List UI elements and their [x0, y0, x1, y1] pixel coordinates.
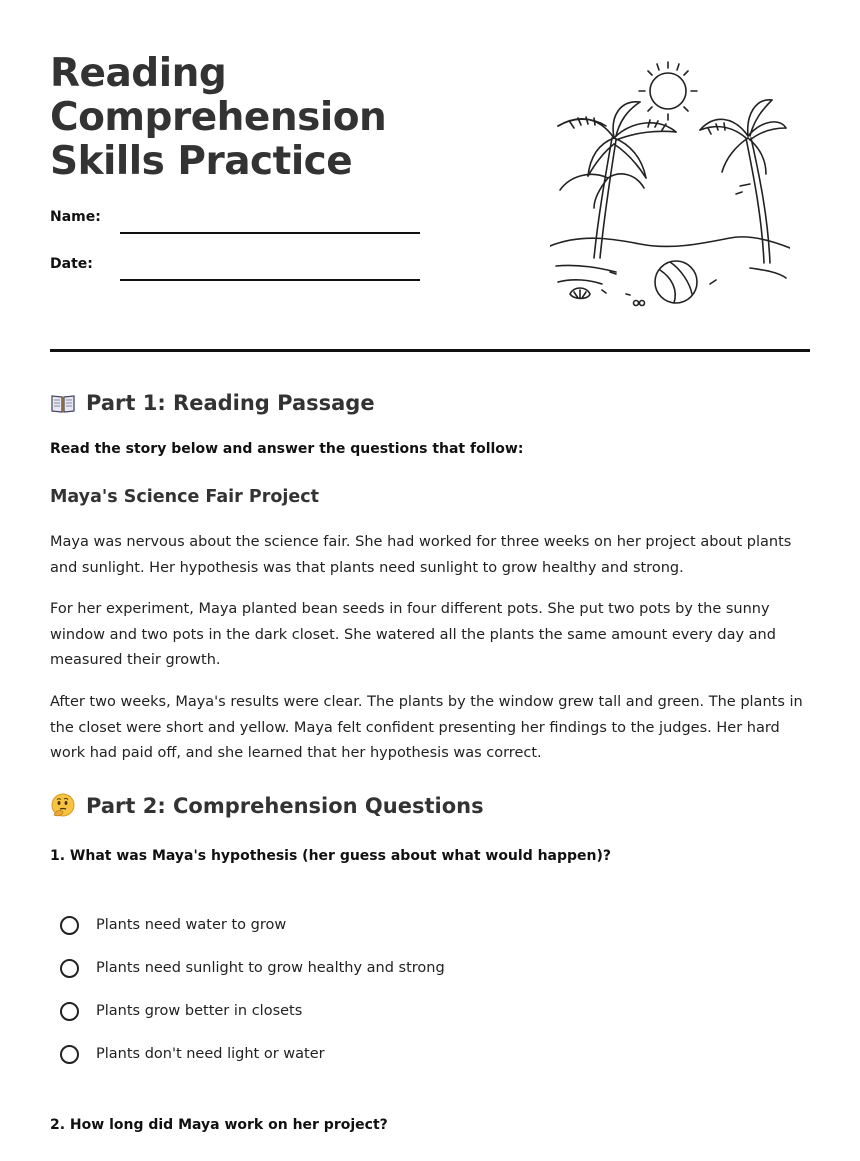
- story-paragraph: After two weeks, Maya's results were clear. The plants by the window grew tall and green. The plants in the closet were short and yellow. Maya felt confident presenting her findings to the judges. Her hard work had paid off, and she learned that her hypothesis was correct.: [50, 694, 803, 761]
- answer-option[interactable]: [60, 912, 286, 938]
- radio-button[interactable]: [60, 1002, 79, 1021]
- instructions: Read the story below and answer the questions that follow:: [50, 441, 524, 457]
- name-field-row: [50, 203, 430, 233]
- part2-heading-text: Part 2: Comprehension Questions: [86, 794, 484, 818]
- beach-palm-trees-illustration: [550, 58, 790, 318]
- answer-option-label: Plants need sunlight to grow healthy and strong: [96, 960, 445, 976]
- beach-ball-icon: [655, 261, 697, 303]
- radio-button[interactable]: [60, 959, 79, 978]
- right-palm-tree: [700, 100, 786, 263]
- answer-option-label: Plants need water to grow: [96, 917, 287, 933]
- story-paragraph: Maya was nervous about the science fair. She had worked for three weeks on her project about plants and sunlight. Her hypothesis was that plants need sunlight to grow healthy and strong.: [50, 534, 792, 576]
- part1-heading: [50, 390, 375, 416]
- date-blank-line[interactable]: [120, 279, 420, 281]
- radio-button[interactable]: [60, 916, 79, 935]
- sun-icon: [639, 62, 697, 120]
- part2-heading: [50, 793, 484, 819]
- answer-option[interactable]: [60, 998, 302, 1024]
- sand-and-shore: [550, 237, 790, 293]
- open-book-icon: [50, 390, 76, 416]
- story-paragraph: For her experiment, Maya planted bean seeds in four different pots. She put two pots by the sunny window and two pots in the dark closet. She watered all the plants the same amount every day and measured their growth.: [50, 601, 776, 668]
- pebbles: [626, 294, 645, 306]
- page-title: Reading Comprehension Skills Practice: [50, 51, 387, 184]
- left-palm-tree: [558, 102, 676, 258]
- header-divider: [50, 349, 810, 352]
- thinking-face-icon: [50, 793, 76, 819]
- name-label: Name:: [50, 209, 101, 225]
- date-field-row: [50, 250, 430, 280]
- question-2: 2. How long did Maya work on her project?: [50, 1117, 388, 1133]
- story-title: Maya's Science Fair Project: [50, 487, 319, 507]
- seashell-icon: [570, 288, 590, 299]
- date-label: Date:: [50, 256, 93, 272]
- name-blank-line[interactable]: [120, 232, 420, 234]
- answer-option[interactable]: [60, 1041, 325, 1067]
- part1-heading-text: Part 1: Reading Passage: [86, 391, 375, 415]
- question-1: 1. What was Maya's hypothesis (her guess about what would happen)?: [50, 848, 612, 864]
- answer-option-label: Plants grow better in closets: [96, 1003, 303, 1019]
- answer-option[interactable]: [60, 955, 445, 981]
- answer-option-label: Plants don't need light or water: [96, 1046, 325, 1062]
- radio-button[interactable]: [60, 1045, 79, 1064]
